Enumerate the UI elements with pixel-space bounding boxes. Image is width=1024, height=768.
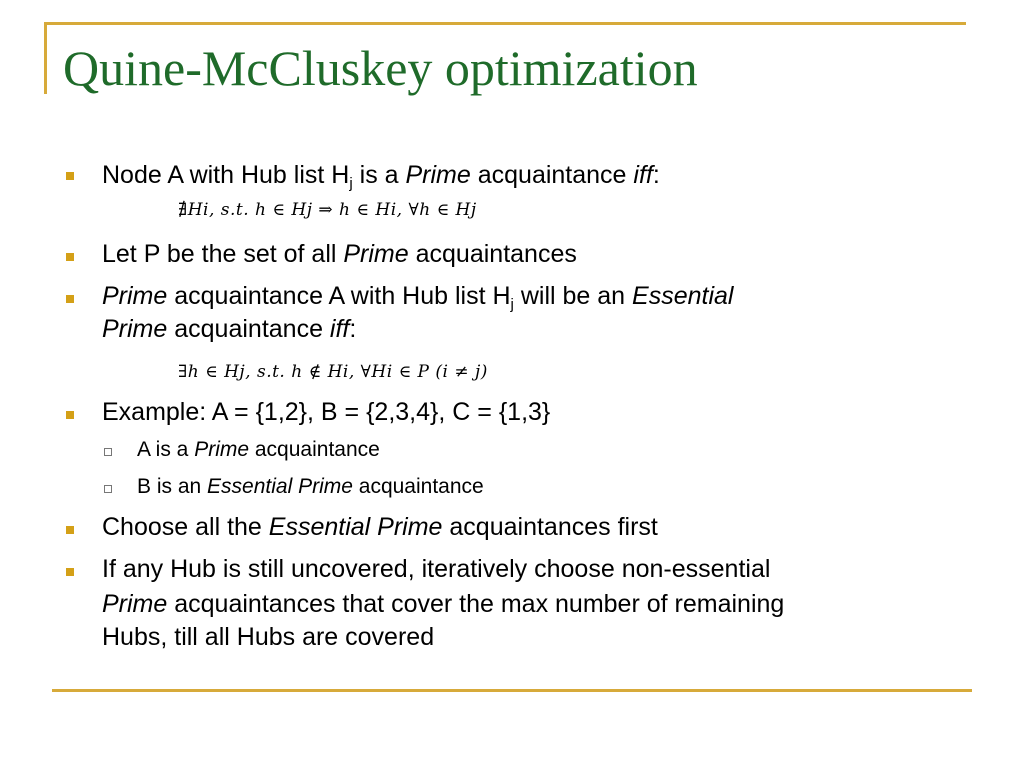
sub-bullet-b-essential	[137, 473, 484, 501]
bullet-square-icon	[66, 411, 74, 419]
subscript-j: j	[510, 296, 514, 313]
bullet-essential-definition-line2	[102, 313, 356, 346]
bullet-set-definition	[102, 238, 577, 271]
bullet-prime-definition	[102, 159, 660, 192]
emphasis-iff: iff	[329, 315, 350, 343]
sub-bullet-a-prime	[137, 436, 380, 464]
sub-bullet-text: A is a	[137, 438, 195, 461]
prime-condition-formula: ∄Hi, s.t. h ∈ Hj ⇒ h ∈ Hi, ∀h ∈ Hj	[178, 200, 477, 220]
emphasis-prime: Prime	[194, 438, 250, 461]
bullet-text: acquaintance	[167, 315, 330, 343]
bullet-text: Choose all the	[102, 513, 269, 541]
bullet-text: :	[652, 161, 660, 189]
emphasis-essential-prime: Essential Prime	[207, 475, 353, 498]
bullet-text: acquaintance A with Hub list H	[167, 282, 511, 310]
essential-condition-formula: ∃h ∈ Hj, s.t. h ∉ Hi, ∀Hi ∈ P (i ≠ j)	[178, 362, 488, 382]
bullet-square-icon	[66, 568, 74, 576]
top-left-vertical-rule	[44, 22, 47, 94]
sub-bullet-text: B is an	[137, 475, 208, 498]
top-horizontal-rule	[44, 22, 966, 25]
emphasis-prime: Prime	[343, 240, 409, 268]
bullet-square-icon	[66, 253, 74, 261]
bullet-text: Node A with Hub list H	[102, 161, 350, 189]
bullet-choose-essential	[102, 511, 658, 544]
bullet-text: acquaintance	[470, 161, 634, 189]
emphasis-prime: Prime	[102, 282, 168, 310]
emphasis-iff: iff	[633, 161, 653, 189]
emphasis-prime: Prime	[405, 161, 471, 189]
emphasis-essential: Essential	[632, 282, 734, 310]
bullet-text: will be an	[513, 282, 633, 310]
subscript-j: j	[349, 175, 353, 192]
sub-bullet-hollow-square-icon	[104, 448, 112, 456]
emphasis-essential-prime: Essential Prime	[268, 513, 443, 541]
bullet-square-icon	[66, 295, 74, 303]
bullet-square-icon	[66, 526, 74, 534]
bullet-text: Let P be the set of all	[102, 240, 344, 268]
bullet-text: acquaintances	[408, 240, 577, 268]
slide-title: Quine-McCluskey optimization	[63, 40, 698, 96]
sub-bullet-text: acquaintance	[352, 475, 484, 498]
bullet-iterative-line1: If any Hub is still uncovered, iteratively choose non-essential	[102, 555, 771, 583]
bullet-text: acquaintances first	[442, 513, 658, 541]
bullet-iterative-line3: Hubs, till all Hubs are covered	[102, 623, 435, 651]
sub-bullet-hollow-square-icon	[104, 485, 112, 493]
bullet-text: :	[349, 315, 357, 343]
bullet-iterative-line2	[102, 588, 784, 621]
bullet-text: acquaintances that cover the max number of remaining	[167, 590, 785, 618]
bullet-example: Example: A = {1,2}, B = {2,3,4}, C = {1,3}	[102, 398, 551, 426]
bullet-essential-definition-line1	[102, 280, 733, 313]
bottom-horizontal-rule	[52, 689, 972, 692]
bullet-text: is a	[352, 161, 406, 189]
emphasis-prime: Prime	[102, 315, 168, 343]
sub-bullet-text: acquaintance	[249, 438, 380, 461]
emphasis-prime: Prime	[102, 590, 168, 618]
bullet-square-icon	[66, 172, 74, 180]
